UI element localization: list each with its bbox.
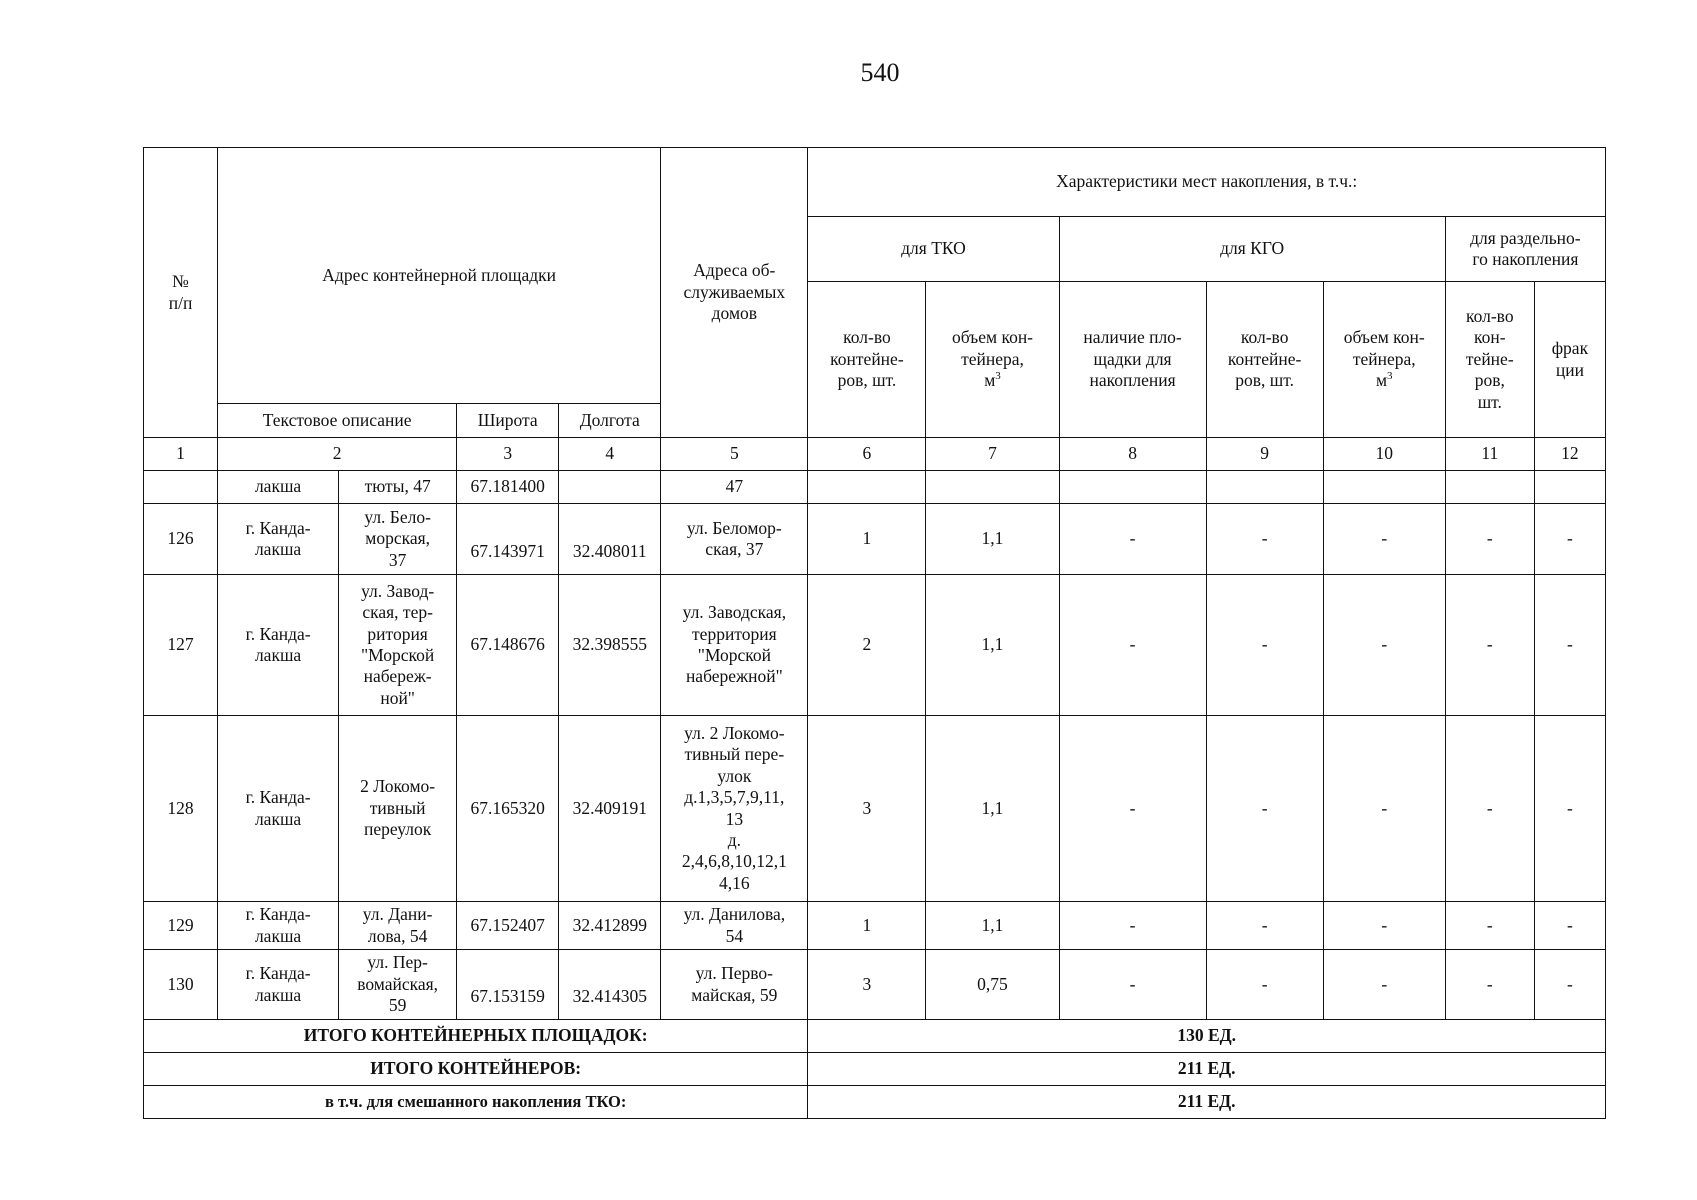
cell-served: ул. Перво- майская, 59 xyxy=(661,950,808,1020)
table-row xyxy=(144,575,1606,716)
cell-num: 128 xyxy=(144,716,218,902)
table-row xyxy=(144,504,1606,575)
cell-num: 129 xyxy=(144,902,218,950)
total-row xyxy=(144,1020,1606,1053)
colnum-2: 2 xyxy=(218,438,457,471)
total-sites-label: ИТОГО КОНТЕЙНЕРНЫХ ПЛОЩАДОК: xyxy=(144,1020,808,1053)
total-sites-value: 130 ЕД. xyxy=(808,1020,1606,1053)
header-tko-volume: объем кон- тейнера, $м^3$ xyxy=(926,282,1059,438)
header-longitude: Долгота xyxy=(559,404,661,438)
total-row xyxy=(144,1053,1606,1086)
cell-tko-count: 3 xyxy=(808,950,926,1020)
cell-kgo-volume: - xyxy=(1323,950,1445,1020)
colnum-12: 12 xyxy=(1534,438,1605,471)
cell-num: 126 xyxy=(144,504,218,575)
cell-kgo-volume: - xyxy=(1323,902,1445,950)
cell-tko-count: 1 xyxy=(808,902,926,950)
table-row-partial xyxy=(144,471,1606,504)
cell-lon: 32.408011 xyxy=(559,504,661,575)
cell-lon: 32.409191 xyxy=(559,716,661,902)
cell-sep-fractions xyxy=(1534,471,1605,504)
header-tko-count: кол-во контейне- ров, шт. xyxy=(808,282,926,438)
cell-kgo-count: - xyxy=(1206,504,1323,575)
header-for-tko: для ТКО xyxy=(808,217,1059,282)
cell-served: ул. 2 Локомо- тивный пере- улок д.1,3,5,7,9,11, 13 д. 2,4,6,8,10,12,1 4,16 xyxy=(661,716,808,902)
cell-num: 127 xyxy=(144,575,218,716)
cell-kgo-count: - xyxy=(1206,950,1323,1020)
cell-city: г. Канда- лакша xyxy=(218,504,339,575)
header-sep-count: кол-во кон- тейне- ров, шт. xyxy=(1445,282,1534,438)
cell-city: г. Канда- лакша xyxy=(218,575,339,716)
header-served-houses: Адреса об- служиваемых домов xyxy=(661,148,808,438)
cell-kgo-count xyxy=(1206,471,1323,504)
cell-tko-volume: 1,1 xyxy=(926,902,1059,950)
cell-kgo-site xyxy=(1059,471,1206,504)
colnum-10: 10 xyxy=(1323,438,1445,471)
cell-street: ул. Бело- морская, 37 xyxy=(339,504,457,575)
cell-sep-count xyxy=(1445,471,1534,504)
colnum-7: 7 xyxy=(926,438,1059,471)
cell-kgo-site: - xyxy=(1059,716,1206,902)
cell-kgo-volume: - xyxy=(1323,716,1445,902)
cell-kgo-count: - xyxy=(1206,902,1323,950)
cell-city: лакша xyxy=(218,471,339,504)
header-kgo-volume: объем кон- тейнера, $м^3$ xyxy=(1323,282,1445,438)
cell-kgo-site: - xyxy=(1059,575,1206,716)
cell-served: 47 xyxy=(661,471,808,504)
colnum-1: 1 xyxy=(144,438,218,471)
cell-street: ул. Пер- вомайская, 59 xyxy=(339,950,457,1020)
colnum-4: 4 xyxy=(559,438,661,471)
cell-street: ул. Дани- лова, 54 xyxy=(339,902,457,950)
table-row xyxy=(144,716,1606,902)
header-for-separate: для раздельно- го накопления xyxy=(1445,217,1605,282)
cell-lat: 67.153159 xyxy=(457,950,559,1020)
cell-tko-count xyxy=(808,471,926,504)
header-kgo-count: кол-во контейне- ров, шт. xyxy=(1206,282,1323,438)
cell-lon xyxy=(559,471,661,504)
header-latitude: Широта xyxy=(457,404,559,438)
total-mixed-tko-value: 211 ЕД. xyxy=(808,1086,1606,1119)
total-row xyxy=(144,1086,1606,1119)
cell-sep-fractions: - xyxy=(1534,950,1605,1020)
total-containers-label: ИТОГО КОНТЕЙНЕРОВ: xyxy=(144,1053,808,1086)
cell-kgo-volume: - xyxy=(1323,575,1445,716)
header-characteristics: Характеристики мест накопления, в т.ч.: xyxy=(808,148,1606,217)
cell-kgo-site: - xyxy=(1059,902,1206,950)
cell-sep-count: - xyxy=(1445,575,1534,716)
header-number: № п/п xyxy=(144,148,218,438)
cell-tko-count: 2 xyxy=(808,575,926,716)
column-numbers-row xyxy=(144,438,1606,471)
cell-tko-volume: 0,75 xyxy=(926,950,1059,1020)
cell-sep-fractions: - xyxy=(1534,716,1605,902)
cell-lon: 32.412899 xyxy=(559,902,661,950)
cell-kgo-volume xyxy=(1323,471,1445,504)
cell-kgo-site: - xyxy=(1059,504,1206,575)
header-sep-fractions: фрак ции xyxy=(1534,282,1605,438)
colnum-5: 5 xyxy=(661,438,808,471)
cell-sep-count: - xyxy=(1445,902,1534,950)
cell-tko-count: 3 xyxy=(808,716,926,902)
cell-lat: 67.148676 xyxy=(457,575,559,716)
cell-street: 2 Локомо- тивный переулок xyxy=(339,716,457,902)
cell-tko-volume: 1,1 xyxy=(926,504,1059,575)
colnum-3: 3 xyxy=(457,438,559,471)
cell-city: г. Канда- лакша xyxy=(218,950,339,1020)
cell-kgo-count: - xyxy=(1206,716,1323,902)
cell-lat: 67.181400 xyxy=(457,471,559,504)
cell-tko-volume: 1,1 xyxy=(926,575,1059,716)
cell-kgo-volume: - xyxy=(1323,504,1445,575)
cell-tko-volume xyxy=(926,471,1059,504)
total-containers-value: 211 ЕД. xyxy=(808,1053,1606,1086)
header-address-group: Адрес контейнерной площадки xyxy=(218,148,661,404)
colnum-9: 9 xyxy=(1206,438,1323,471)
cell-city: г. Канда- лакша xyxy=(218,902,339,950)
cell-sep-count: - xyxy=(1445,950,1534,1020)
cell-sep-fractions: - xyxy=(1534,902,1605,950)
cell-street: ул. Завод- ская, тер- ритория "Морской набереж- ной" xyxy=(339,575,457,716)
cell-num: 130 xyxy=(144,950,218,1020)
page-number: 540 xyxy=(860,58,900,87)
cell-lat: 67.165320 xyxy=(457,716,559,902)
cell-kgo-count: - xyxy=(1206,575,1323,716)
table-row xyxy=(144,902,1606,950)
cell-sep-fractions: - xyxy=(1534,575,1605,716)
total-mixed-tko-label: в т.ч. для смешанного накопления ТКО: xyxy=(144,1086,808,1119)
colnum-11: 11 xyxy=(1445,438,1534,471)
cell-city: г. Канда- лакша xyxy=(218,716,339,902)
cell-lat: 67.152407 xyxy=(457,902,559,950)
cell-sep-fractions: - xyxy=(1534,504,1605,575)
header-text-description: Текстовое описание xyxy=(218,404,457,438)
table-row xyxy=(144,950,1606,1020)
container-sites-table xyxy=(143,147,1606,1119)
cell-tko-volume: 1,1 xyxy=(926,716,1059,902)
header-kgo-site: наличие пло- щадки для накопления xyxy=(1059,282,1206,438)
cell-kgo-site: - xyxy=(1059,950,1206,1020)
cell-lat: 67.143971 xyxy=(457,504,559,575)
cell-tko-count: 1 xyxy=(808,504,926,575)
cell-served: ул. Заводская, территория "Морской набережной" xyxy=(661,575,808,716)
header-for-kgo: для КГО xyxy=(1059,217,1445,282)
cell-num xyxy=(144,471,218,504)
cell-sep-count: - xyxy=(1445,716,1534,902)
cell-sep-count: - xyxy=(1445,504,1534,575)
cell-lon: 32.414305 xyxy=(559,950,661,1020)
colnum-8: 8 xyxy=(1059,438,1206,471)
cell-street: тюты, 47 xyxy=(339,471,457,504)
colnum-6: 6 xyxy=(808,438,926,471)
cell-served: ул. Данилова, 54 xyxy=(661,902,808,950)
cell-lon: 32.398555 xyxy=(559,575,661,716)
cell-served: ул. Беломор- ская, 37 xyxy=(661,504,808,575)
